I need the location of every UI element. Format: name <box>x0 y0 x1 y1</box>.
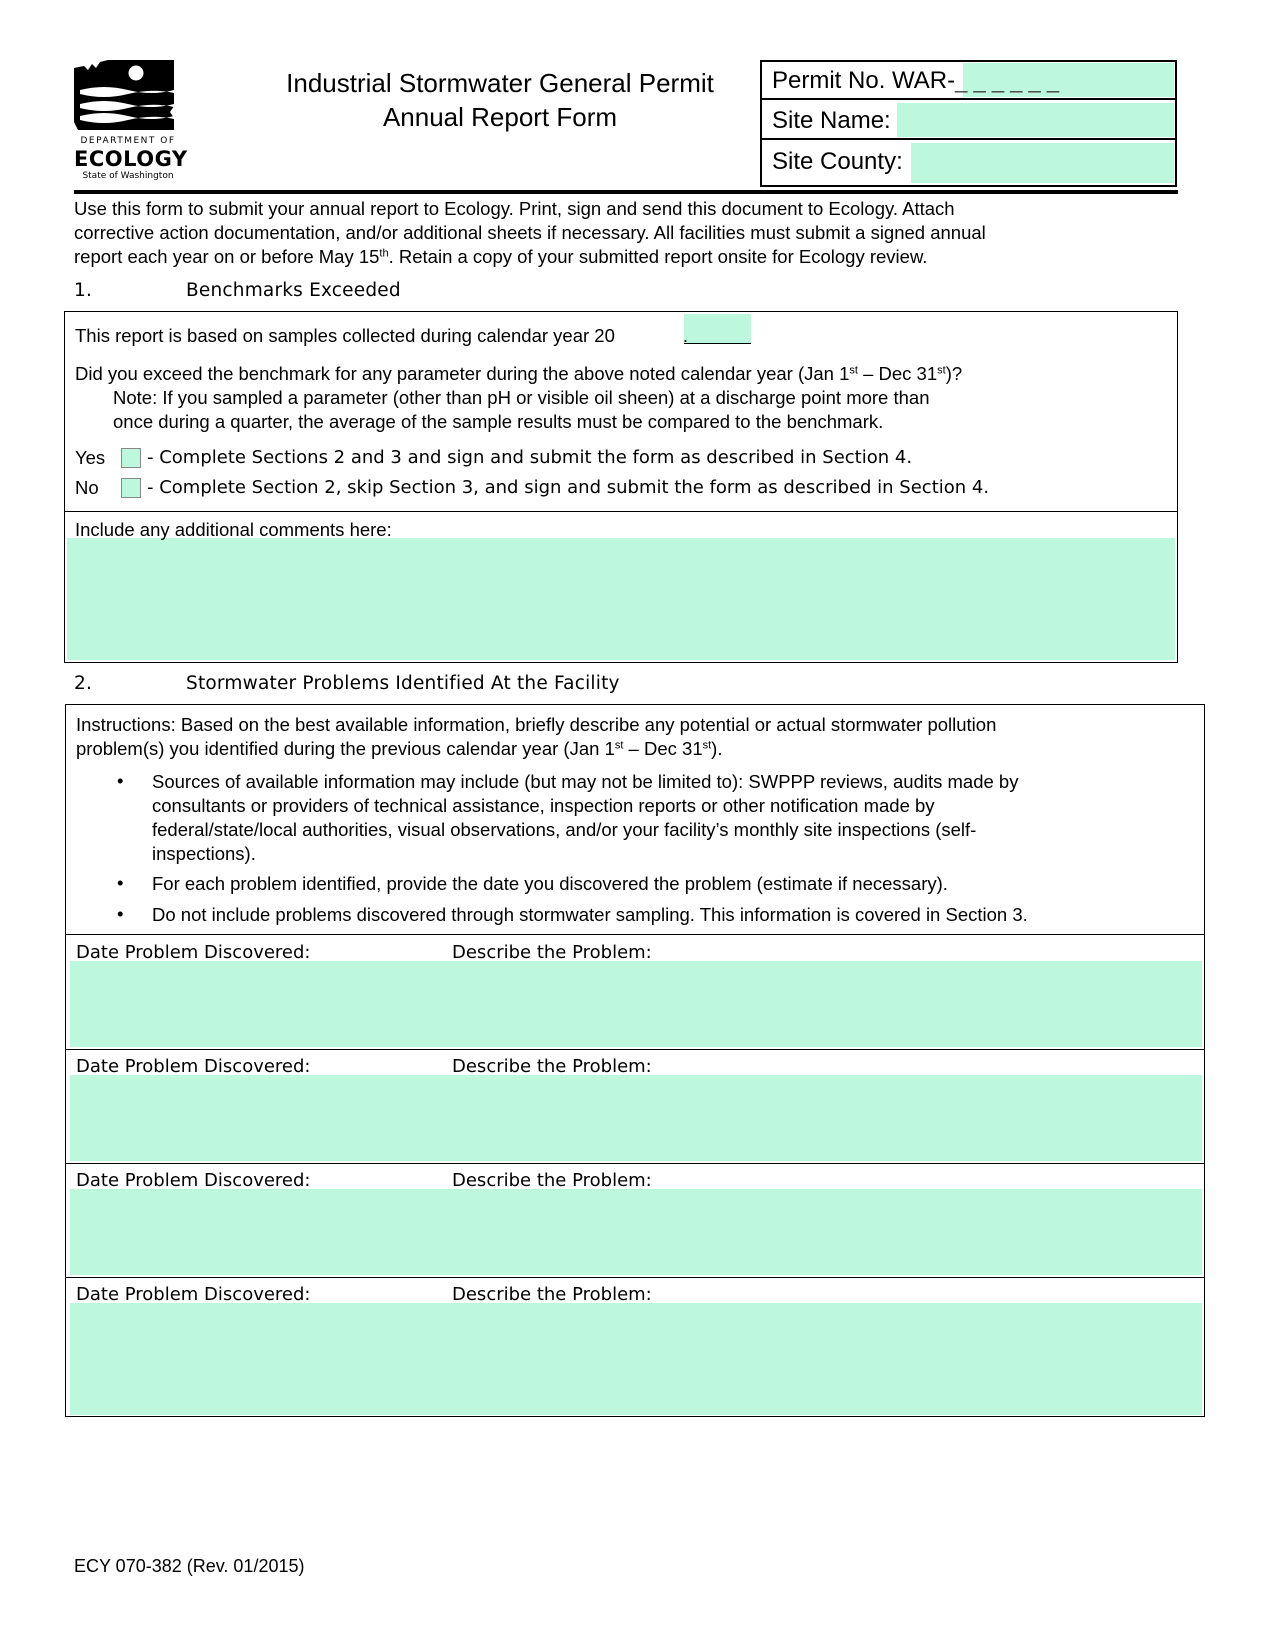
problem-divider <box>66 1277 1204 1278</box>
problem-entry-field[interactable] <box>70 1303 1202 1415</box>
describe-problem-label: Describe the Problem: <box>452 1284 652 1305</box>
form-id-footer: ECY 070-382 (Rev. 01/2015) <box>74 1556 305 1576</box>
benchmark-note-line1: Note: If you sampled a parameter (other than pH or visible oil sheen) at a discharge point more than <box>113 387 930 408</box>
describe-problem-label: Describe the Problem: <box>452 942 652 963</box>
yes-label: Yes <box>75 447 106 468</box>
intro-line: Use this form to submit your annual report to Ecology. Print, sign and send this document to Ecology. Attach <box>74 198 955 219</box>
logo-state-text: State of Washington <box>82 171 174 181</box>
permit-info-box <box>760 60 1177 187</box>
problem-divider <box>66 934 1204 935</box>
logo-ecology-text: ECOLOGY <box>74 147 188 171</box>
problem-entry-field[interactable] <box>70 1075 1202 1161</box>
problem-divider <box>66 1049 1204 1050</box>
section1-box <box>64 311 1178 663</box>
yes-instruction: - Complete Sections 2 and 3 and sign and submit the form as described in Section 4. <box>147 447 913 468</box>
site-name-label: Site Name: <box>772 107 891 134</box>
form-title-line2: Annual Report Form <box>382 102 618 132</box>
bullet-marker: • <box>117 903 124 924</box>
date-discovered-label: Date Problem Discovered: <box>76 1056 311 1077</box>
bullet-sources: Sources of available information may include (but may not be limited to): SWPPP reviews, audits made by consultants or providers of technical assistance, inspection reports or other notification made by federal/state/local authorities, visual observations, and/or your facility’s monthly site inspections (self- inspections). <box>152 771 1019 864</box>
bullet-exclude-sampling: Do not include problems discovered through stormwater sampling. This information is covered in Section 3. <box>152 904 1028 925</box>
section2-title: Stormwater Problems Identified At the Facility <box>186 673 620 694</box>
date-discovered-label: Date Problem Discovered: <box>76 1284 311 1305</box>
site-name-field[interactable] <box>897 103 1174 137</box>
bullet-marker: • <box>117 770 124 791</box>
section2-box <box>65 704 1205 1417</box>
site-county-label: Site County: <box>772 148 903 175</box>
header-divider <box>74 190 1178 194</box>
calendar-year-text: This report is based on samples collected during calendar year 20 . <box>75 325 689 346</box>
form-title-line1: Industrial Stormwater General Permit <box>286 68 714 98</box>
additional-comments-field[interactable] <box>67 538 1175 660</box>
intro-line: report each year on or before May 15th. Retain a copy of your submitted report onsite for Ecology review. <box>74 246 928 267</box>
site-county-row <box>762 142 1175 184</box>
date-discovered-label: Date Problem Discovered: <box>76 1170 311 1191</box>
no-checkbox[interactable] <box>121 478 141 498</box>
section1-heading <box>74 280 401 301</box>
site-name-row <box>762 102 1175 140</box>
intro-text <box>74 197 1184 269</box>
permit-number-blanks: _ _ _ _ _ _ <box>955 68 1060 93</box>
problem-entry-field[interactable] <box>70 961 1202 1047</box>
section1-title: Benchmarks Exceeded <box>186 280 401 301</box>
instructions-line2: problem(s) you identified during the previous calendar year (Jan 1st – Dec 31st). <box>76 738 723 759</box>
permit-number-label: Permit No. WAR- <box>772 67 956 94</box>
intro-line: corrective action documentation, and/or additional sheets if necessary. All facilities must submit a signed annual <box>74 222 986 243</box>
permit-number-row <box>762 62 1175 100</box>
bullet-marker: • <box>117 872 124 893</box>
section1-divider <box>65 511 1177 512</box>
section1-number: 1. <box>74 280 93 301</box>
problem-divider <box>66 1163 1204 1164</box>
benchmark-note-line2: once during a quarter, the average of the sample results must be compared to the benchmark. <box>113 411 884 432</box>
section2-heading <box>74 673 620 694</box>
instructions-line1: Instructions: Based on the best available information, briefly describe any potential or actual stormwater pollution <box>76 714 997 735</box>
section2-number: 2. <box>74 673 93 694</box>
logo-department-text: DEPARTMENT OF <box>80 136 176 146</box>
form-title <box>240 66 760 134</box>
benchmark-question: Did you exceed the benchmark for any parameter during the above noted calendar year (Jan 1st – Dec 31st)? <box>75 363 963 384</box>
site-county-field[interactable] <box>911 143 1174 183</box>
no-instruction: - Complete Section 2, skip Section 3, and sign and submit the form as described in Section 4. <box>147 477 990 498</box>
describe-problem-label: Describe the Problem: <box>452 1056 652 1077</box>
calendar-year-field[interactable] <box>684 314 751 344</box>
no-label: No <box>75 477 99 498</box>
yes-checkbox[interactable] <box>121 448 141 468</box>
problem-entry-field[interactable] <box>70 1189 1202 1275</box>
date-discovered-label: Date Problem Discovered: <box>76 942 311 963</box>
additional-comments-label: Include any additional comments here: <box>75 519 392 540</box>
bullet-date-estimate: For each problem identified, provide the date you discovered the problem (estimate if necessary). <box>152 873 948 894</box>
describe-problem-label: Describe the Problem: <box>452 1170 652 1191</box>
